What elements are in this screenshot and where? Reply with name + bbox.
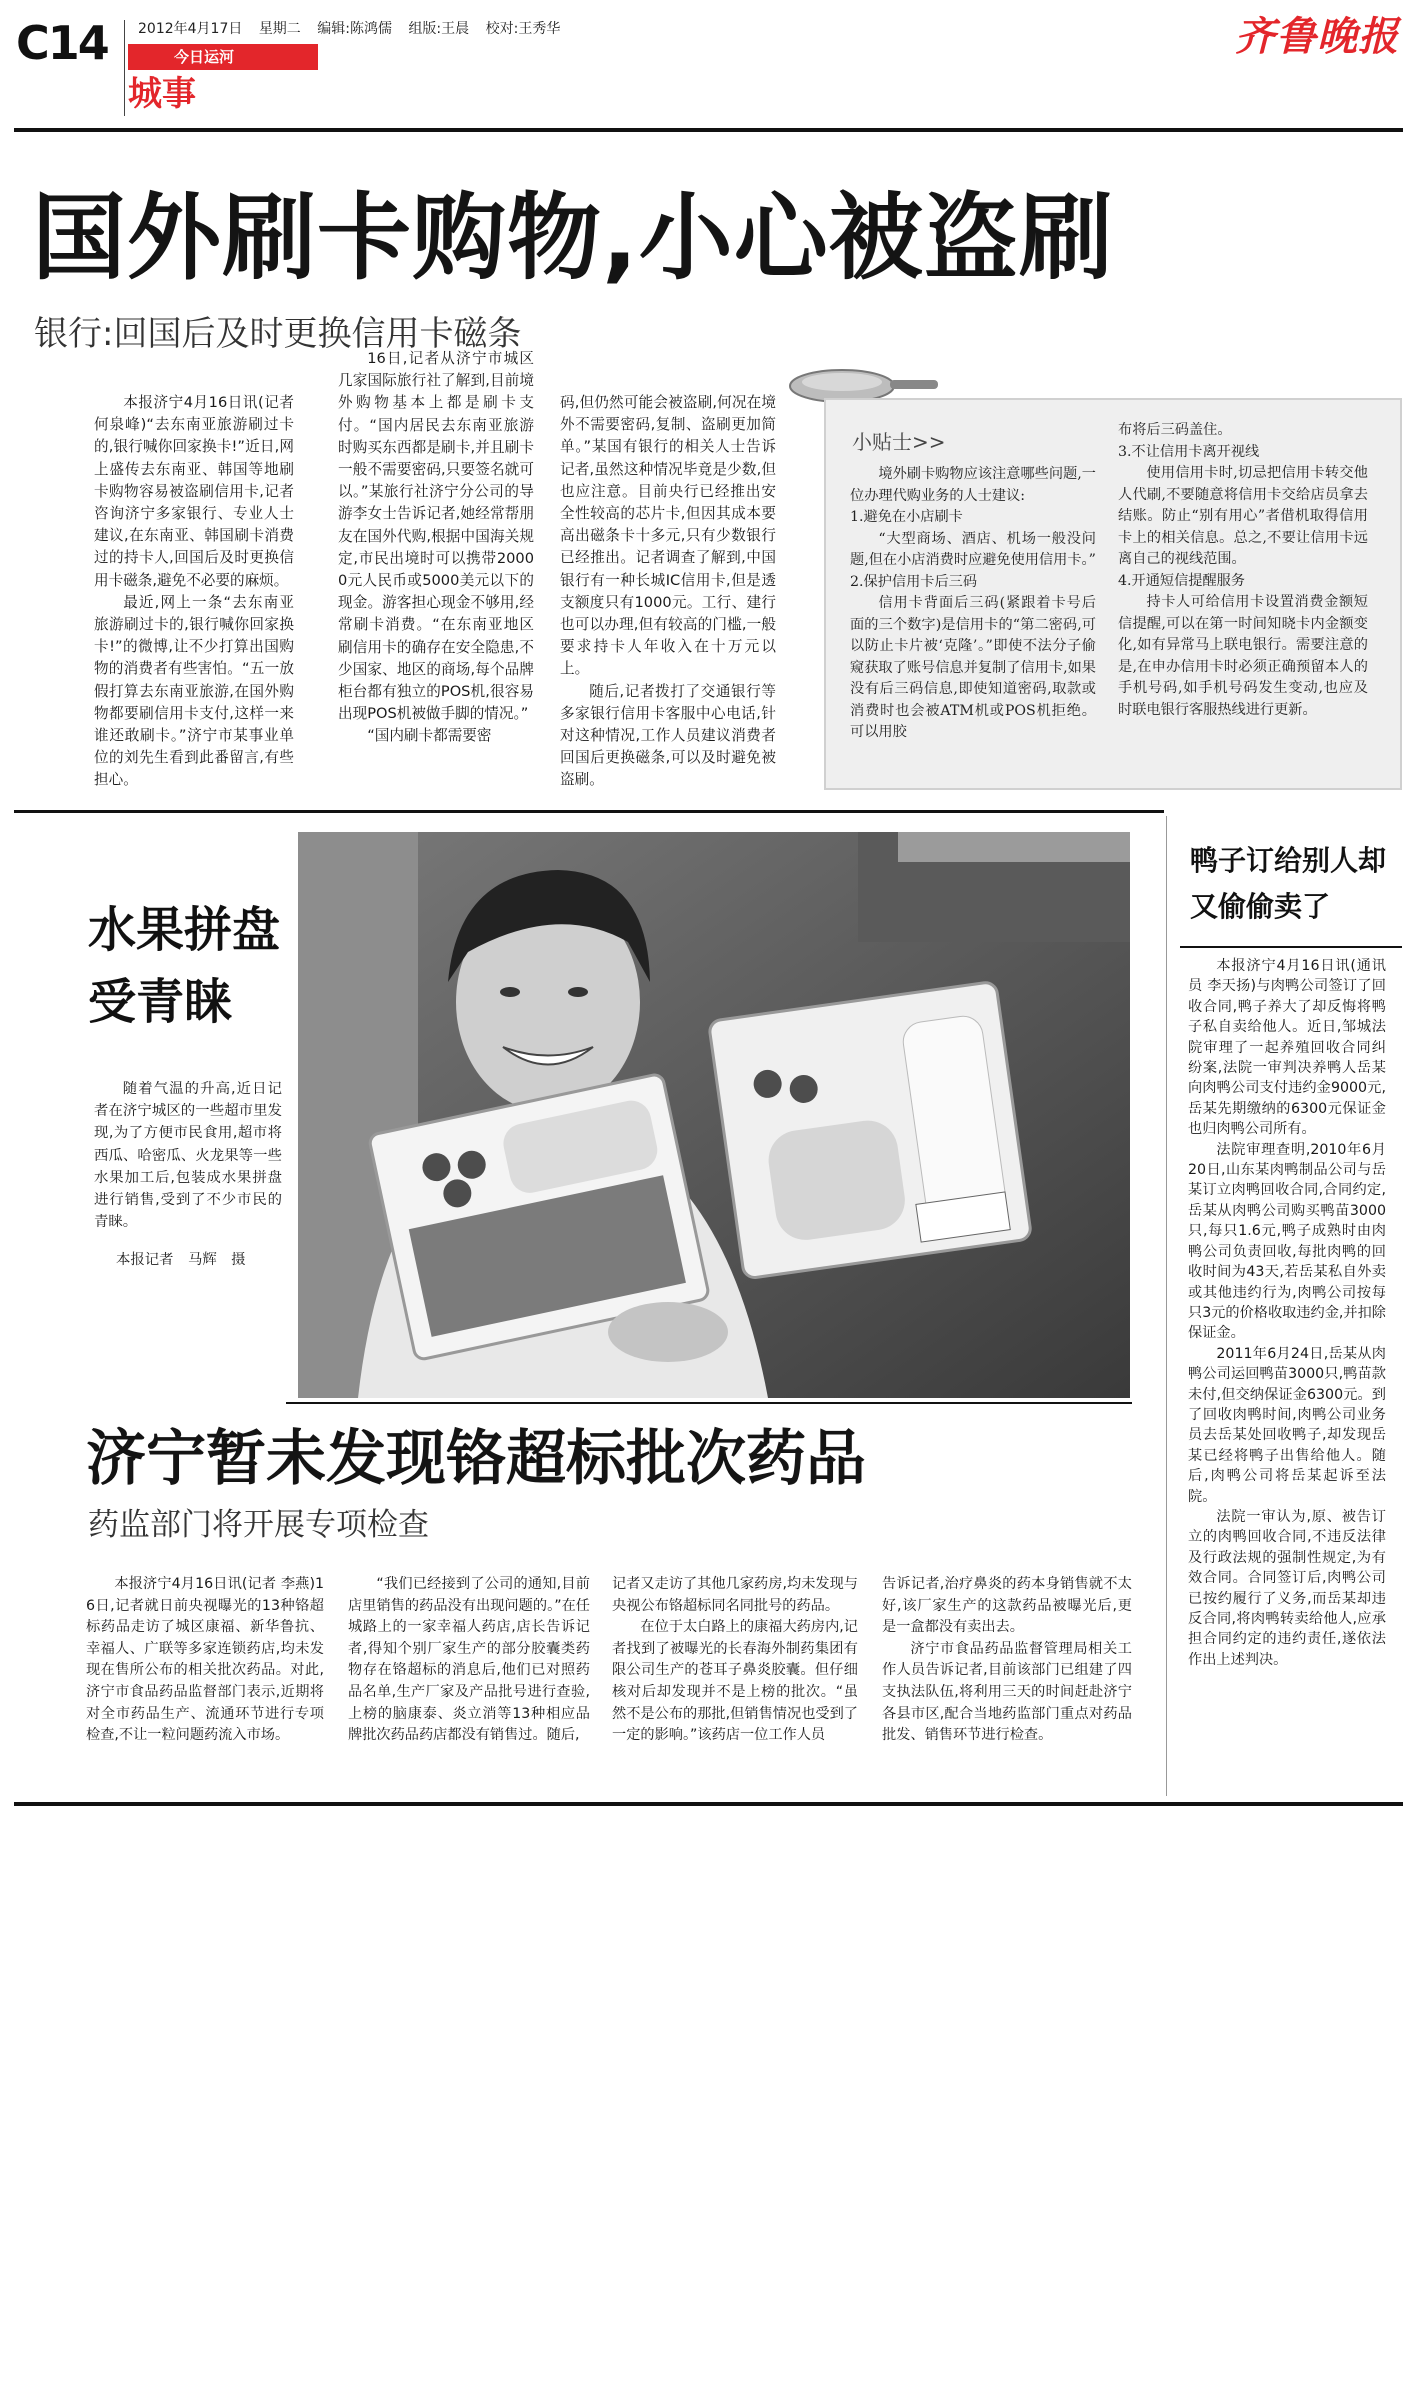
tips-column-left xyxy=(850,464,1096,744)
tips-text: 持卡人可给信用卡设置消费金额短信提醒,可以在第一时间知晓卡内金额变化,如有异常马上联电银行。需要注意的是,在申办信用卡时必须正确预留本人的手机号码,如手机号码发生变动,也应及时联电银行客服热线进行更新。 xyxy=(1118,594,1368,718)
section-rule xyxy=(14,810,1164,813)
issue-date: 2012年4月17日 xyxy=(138,21,243,37)
lead-paragraph: 本报济宁4月16日讯(记者 何泉峰)“去东南亚旅游刷过卡的,银行喊你回家换卡!”近日,网上盛传去东南亚、韩国等地刷卡购物容易被盗刷信用卡,记者咨询济宁多家银行、专业人士建议,在东南亚、韩国刷卡消费过的持卡人,回国后及时更换信用卡磁条,避免不必要的麻烦。 xyxy=(94,394,294,589)
tips-item-heading: 1.避免在小店刷卡 xyxy=(850,509,963,525)
drug-paragraph: “我们已经接到了公司的通知,目前店里销售的药品没有出现问题的。”在任城路上的一家幸福人药店,店长告诉记者,得知个别厂家生产的部分胶囊类药物存在铬超标的消息后,他们已对照药品名单,生产厂家及产品批号进行查验,上榜的脑康泰、炎立消等13种相应品牌批次药品药店都没有销售过。随后, xyxy=(348,1576,590,1744)
lead-column-3 xyxy=(560,392,776,792)
fruit-headline-line: 水果拼盘 xyxy=(88,902,281,958)
drug-paragraph: 告诉记者,治疗鼻炎的药本身销售就不太好,该厂家生产的这款药品被曝光后,更是一盒都没有卖出去。 xyxy=(882,1576,1132,1636)
tips-text: 信用卡背面后三码(紧跟着卡号后面的三个数字)是信用卡的“第二密码,可以防止卡片被‘克隆’。”即使不法分子偷窥获取了账号信息并复制了信用卡,如果没有后三码信息,即使知道密码,取款或消费时也会被ATM机或POS机拒绝。可以用胶 xyxy=(850,595,1096,740)
lead-paragraph: “国内刷卡都需要密 xyxy=(367,727,492,745)
drug-subhead: 药监部门将开展专项检查 xyxy=(88,1507,429,1543)
drug-headline: 济宁暂未发现铬超标批次药品 xyxy=(86,1424,866,1494)
duck-headline: 鸭子订给别人却又偷偷卖了 xyxy=(1190,844,1387,923)
page-number: C14 xyxy=(16,16,108,70)
drug-paragraph: 济宁市食品药品监督管理局相关工作人员告诉记者,目前该部门已组建了四支执法队伍,将利用三天的时间赶赴济宁各县市区,配合当地药监部门重点对药品批发、销售环节进行检查。 xyxy=(882,1640,1132,1744)
header-rule xyxy=(14,128,1403,132)
drug-column-2 xyxy=(348,1574,590,1747)
lead-headline: 国外刷卡购物,小心被盗刷 xyxy=(32,184,1114,293)
drug-paragraph: 本报济宁4月16日讯(记者 李燕)16日,记者就日前央视曝光的13种铬超标药品走访了城区康福、新华鲁抗、幸福人、广联等多家连锁药店,均未发现在售所公布的相关批次药品。对此,济宁市食品药品监督部门表示,近期将对全市药品生产、流通环节进行专项检查,不让一粒问题药流入市场。 xyxy=(86,1576,324,1744)
tips-text: 境外刷卡购物应该注意哪些问题,一位办理代购业务的人士建议: xyxy=(850,466,1096,504)
drug-column-4 xyxy=(882,1574,1132,1747)
lead-column-1 xyxy=(94,392,294,792)
duck-paragraph: 法院一审认为,原、被告订立的肉鸭回收合同,不违反法律及行政法规的强制性规定,为有效合同。合同签订后,肉鸭公司已按约履行了义务,而岳某却违反合同,将肉鸭转卖给他人,应承担合同约定的违约责任,遂依法作出上述判决。 xyxy=(1188,1508,1386,1668)
column-divider xyxy=(1166,816,1167,1796)
tips-column-right xyxy=(1118,420,1368,721)
proof-credit: 校对:王秀华 xyxy=(485,21,561,37)
drug-column-3 xyxy=(612,1574,858,1747)
tips-item-heading: 2.保护信用卡后三码 xyxy=(850,573,978,590)
photo-credit: 本报记者 马辉 摄 xyxy=(116,1252,246,1268)
fruit-caption-text: 随着气温的升高,近日记者在济宁城区的一些超市里发现,为了方便市民食用,超市将西瓜、哈密瓜、火龙果等一些水果加工后,包装成水果拼盘进行销售,受到了不少市民的青睐。 xyxy=(94,1081,282,1231)
fruit-headline xyxy=(88,894,280,1038)
lead-paragraph: 随后,记者拨打了交通银行等多家银行信用卡客服中心电话,针对这种情况,工作人员建议消费者回国后更换磁条,可以及时避免被盗刷。 xyxy=(560,682,776,789)
issue-weekday: 星期二 xyxy=(258,21,301,37)
tips-text: 使用信用卡时,切忌把信用卡转交他人代刷,不要随意将信用卡交给店员拿去结账。防止“别有用心”者借机取得信用卡上的相关信息。总之,不要让信用卡远离自己的视线范围。 xyxy=(1118,465,1368,567)
duck-paragraph: 法院审理查明,2010年6月20日,山东某肉鸭制品公司与岳某订立肉鸭回收合同,合同约定,岳某从肉鸭公司购买鸭苗3000只,每只1.6元,鸭子成熟时由肉鸭公司负责回收,每批肉鸭的回收时间为43天,若岳某私自外卖或其他违约行为,肉鸭公司按每只3元的价格收取违约金,并扣除保证金。 xyxy=(1188,1141,1386,1342)
duck-paragraph: 2011年6月24日,岳某从肉鸭公司运回鸭苗3000只,鸭苗款未付,但交纳保证金6300元。到了回收肉鸭时间,肉鸭公司业务员去岳某处回收鸭子,却发现岳某已经将鸭子出售给他人。随后,肉鸭公司将岳某起诉至法院。 xyxy=(1188,1345,1386,1505)
duck-column xyxy=(1188,956,1386,1670)
section-title: 城事 xyxy=(128,74,196,114)
tips-text: 布将后三码盖住。 xyxy=(1118,422,1232,438)
tips-item-heading: 3.不让信用卡离开视线 xyxy=(1118,443,1260,460)
duck-rule xyxy=(1180,946,1402,948)
lead-subhead: 银行:回国后及时更换信用卡磁条 xyxy=(34,314,522,354)
editor-credit: 编辑:陈鸿儒 xyxy=(317,21,392,37)
layout-credit: 组版:王晨 xyxy=(408,21,470,37)
section-tag: 今日运河 xyxy=(128,44,318,70)
bottom-rule xyxy=(14,1802,1403,1806)
drug-column-1 xyxy=(86,1574,324,1747)
fruit-caption xyxy=(94,1078,282,1233)
header-divider xyxy=(124,20,125,116)
lead-column-2 xyxy=(338,348,534,748)
lead-paragraph: 码,但仍然可能会被盗刷,何况在境外不需要密码,复制、盗刷更加简单。”某国有银行的相关人士告诉记者,虽然这种情况毕竟是少数,但也应注意。目前央行已经推出安全性较高的芯片卡,但因其成本要高出磁条卡十多元,只有少数银行已经推出。记者调查了解到,中国银行有一种长城IC信用卡,但是透支额度只有1000元。工行、建行也可以办理,但有较高的门槛,一般要求持卡人年收入在十万元以上。 xyxy=(560,394,776,678)
drug-paragraph: 在位于太白路上的康福大药房内,记者找到了被曝光的长春海外制药集团有限公司生产的苍耳子鼻炎胶囊。但仔细核对后却发现并不是上榜的批次。“虽然不是公布的那批,但销售情况也受到了一定的影响。”该药店一位工作人员 xyxy=(612,1619,858,1744)
photo-rule xyxy=(286,1402,1132,1404)
news-photo xyxy=(298,832,1130,1398)
lead-paragraph: 最近,网上一条“去东南亚旅游刷过卡的,银行喊你回家换卡!”的微博,让不少打算出国购物的消费者有些害怕。“五一放假打算去东南亚旅游,在国外购物都要刷信用卡支付,这样一来谁还敢刷卡。”济宁市某事业单位的刘先生看到此番留言,有些担心。 xyxy=(94,593,294,789)
tips-item-heading: 4.开通短信提醒服务 xyxy=(1118,572,1246,589)
page-meta xyxy=(138,20,572,38)
tips-title: 小贴士>> xyxy=(852,430,946,454)
masthead-logo: 齐鲁晚报 xyxy=(1235,13,1399,60)
drug-paragraph: 记者又走访了其他几家药房,均未发现与央视公布铬超标同名同批号的药品。 xyxy=(612,1576,858,1614)
lead-paragraph: 16日,记者从济宁市城区几家国际旅行社了解到,目前境外购物基本上都是刷卡支付。“国内居民去东南亚旅游时购买东西都是刷卡,并且刷卡一般不需要密码,只要签名就可以。”某旅行社济宁分公司的导游李女士告诉记者,她经常帮朋友在国外代购,根据中国海关规定,市民出境时可以携带20000元人民币或5000美元以下的现金。游客担心现金不够用,经常刷卡消费。“在东南亚地区刷信用卡的确存在安全隐患,不少国家、地区的商场,每个品牌柜台都有独立的POS机,很容易出现POS机被做手脚的情况。” xyxy=(338,350,534,723)
duck-paragraph: 本报济宁4月16日讯(通讯员 李天扬)与肉鸭公司签订了回收合同,鸭子养大了却反悔将鸭子私自卖给他人。近日,邹城法院审理了一起养殖回收合同纠纷案,法院一审判决养鸭人岳某向肉鸭公司支付违约金9000元,岳某先期缴纳的6300元保证金也归肉鸭公司所有。 xyxy=(1188,958,1386,1138)
fruit-headline-line: 受青睐 xyxy=(88,974,233,1030)
tips-text: “大型商场、酒店、机场一般没问题,但在小店消费时应避免使用信用卡。” xyxy=(850,530,1096,568)
